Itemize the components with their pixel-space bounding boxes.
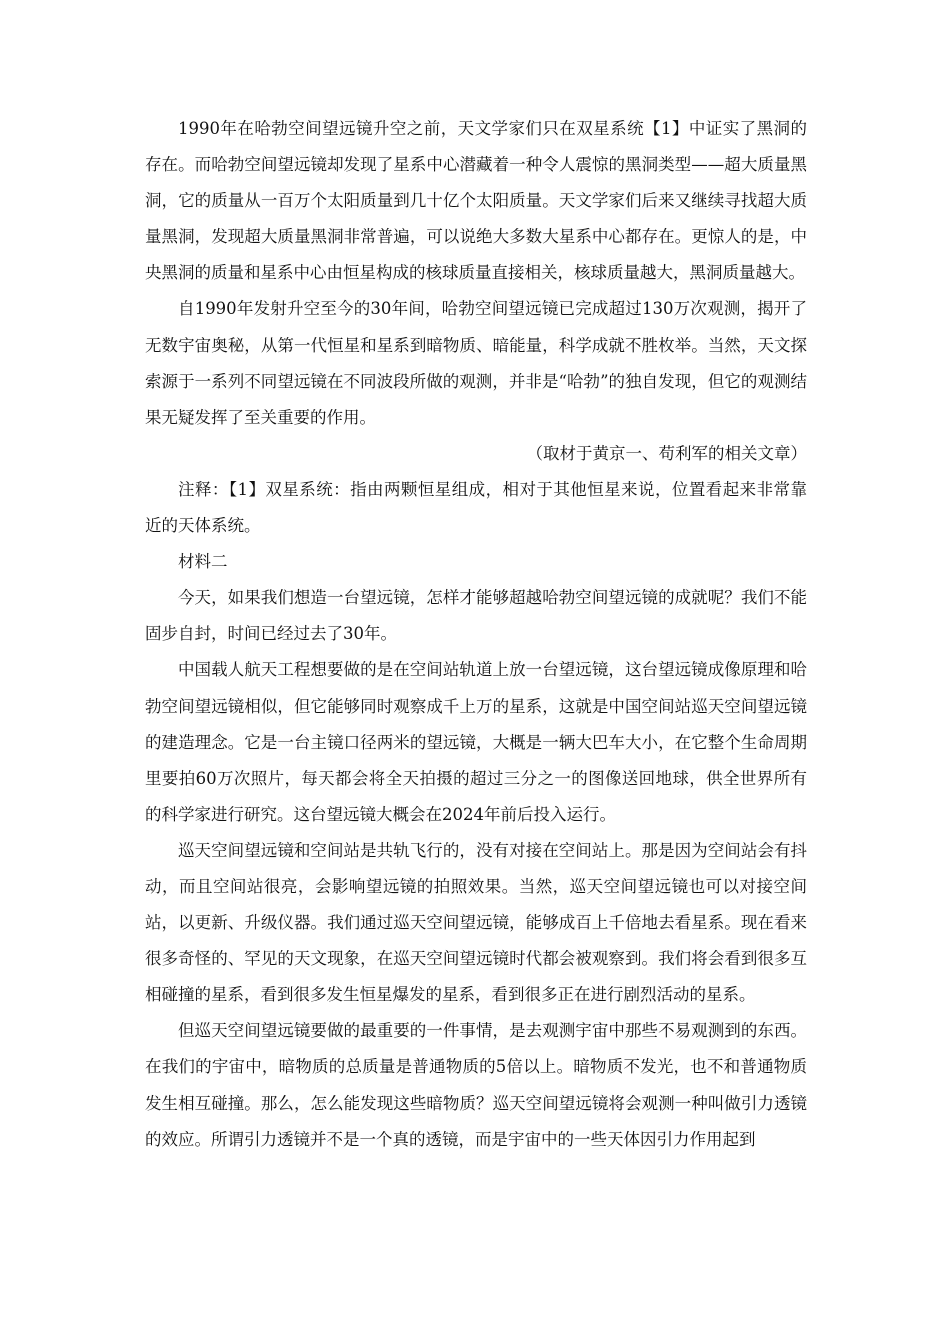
paragraph-hubble-observations: 自1990年发射升空至今的30年间，哈勃空间望远镜已完成超过130万次观测，揭开了无数宇宙奥秘，从第一代恒星和星系到暗物质、暗能量，科学成就不胜枚举。当然，天文探索源于一系列不同望远镜在不同波段所做的观测，并非是“哈勃”的独自发现，但它的观测结果无疑发挥了至关重要的作用。	[145, 299, 807, 427]
paragraph-hubble-black-holes: 1990年在哈勃空间望远镜升空之前，天文学家们只在双星系统【1】中证实了黑洞的存在。而哈勃空间望远镜却发现了星系中心潜藏着一种令人震惊的黑洞类型——超大质量黑洞，它的质量从一百万个太阳质量到几十亿个太阳质量。天文学家们后来又继续寻找超大质量黑洞，发现超大质量黑洞非常普遍，可以说绝大多数大星系中心都存在。更惊人的是，中央黑洞的质量和星系中心由恒星构成的核球质量直接相关，核球质量越大，黑洞质量越大。	[145, 119, 807, 283]
paragraph-css-telescope: 中国载人航天工程想要做的是在空间站轨道上放一台望远镜，这台望远镜成像原理和哈勃空间望远镜相似，但它能够同时观察成千上万的星系，这就是中国空间站巡天空间望远镜的建造理念。它是一台主镜口径两米的望远镜，大概是一辆大巴车大小，在它整个生命周期里要拍60万次照片，每天都会将全天拍摄的超过三分之一的图像送回地球，供全世界所有的科学家进行研究。这台望远镜大概会在2024年前后投入运行。	[145, 660, 807, 824]
source-citation: （取材于黄京一、苟利军的相关文章）	[526, 443, 807, 463]
document-page	[145, 111, 807, 1158]
paragraph-dark-matter: 但巡天空间望远镜要做的最重要的一件事情，是去观测宇宙中那些不易观测到的东西。在我们的宇宙中，暗物质的总质量是普通物质的5倍以上。暗物质不发光，也不和普通物质发生相互碰撞。那么，怎么能发现这些暗物质？巡天空间望远镜将会观测一种叫做引力透镜的效应。所谓引力透镜并不是一个真的透镜，而是宇宙中的一些天体因引力作用起到	[145, 1021, 807, 1149]
paragraph-co-orbit: 巡天空间望远镜和空间站是共轨飞行的，没有对接在空间站上。那是因为空间站会有抖动，而且空间站很亮，会影响望远镜的拍照效果。当然，巡天空间望远镜也可以对接空间站，以更新、升级仪器。我们通过巡天空间望远镜，能够成百上千倍地去看星系。现在看来很多奇怪的、罕见的天文现象，在巡天空间望远镜时代都会被观察到。我们将会看到很多互相碰撞的星系，看到很多发生恒星爆发的星系，看到很多正在进行剧烈活动的星系。	[145, 840, 807, 1005]
section-heading-material-two: 材料二	[178, 552, 228, 572]
paragraph-new-telescope: 今天，如果我们想造一台望远镜，怎样才能够超越哈勃空间望远镜的成就呢？我们不能固步自封，时间已经过去了30年。	[145, 588, 807, 644]
footnote-binary-star: 注释：【1】双星系统：指由两颗恒星组成，相对于其他恒星来说，位置看起来非常靠近的天体系统。	[145, 479, 807, 536]
